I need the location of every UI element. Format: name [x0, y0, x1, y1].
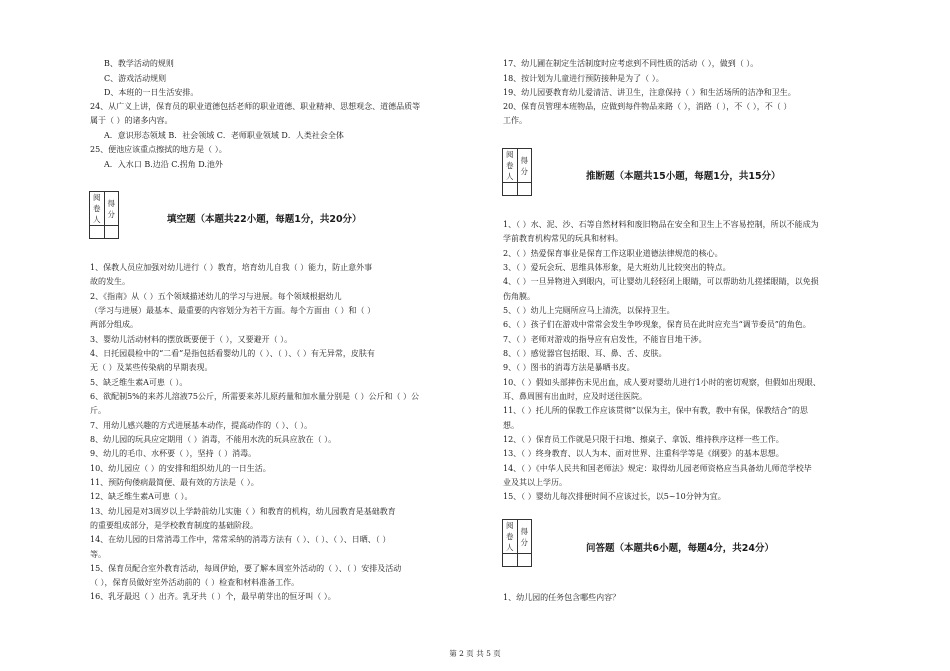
text-line: 18、按计划为儿童进行预防接种是为了（ ）。 — [503, 74, 664, 83]
text-line: 15、保育员配合室外教育活动，每周伊始，要了解本周室外活动的（ ）、（ ）安排及活动 — [90, 564, 402, 573]
score-box — [89, 191, 119, 239]
text-line: 属于（ ）的诸多内容。 — [90, 116, 173, 125]
text-line: 等。 — [90, 550, 106, 559]
grader-label: 阅卷人 — [90, 192, 105, 226]
text-line: 1、幼儿园的任务包含哪些内容？ — [503, 593, 621, 602]
score-label: 得分 — [104, 192, 119, 226]
text-line: 5、缺乏维生素A可患（ ）。 — [90, 378, 188, 387]
grader-label: 阅卷人 — [503, 520, 518, 554]
text-line: 14、（ ）《中华人民共和国老师法》规定：取得幼儿园老师资格应当具备幼儿师范学校毕 — [503, 464, 812, 473]
text-line: 2、（ ）热爱保育事业是保育工作这职业道德法律规范的核心。 — [503, 249, 723, 258]
text-line: 13、幼儿园是对3周岁以上学龄前幼儿实施（ ）和教育的机构，幼儿园教育是基础教育 — [90, 507, 396, 516]
text-line: 7、用幼儿感兴趣的方式进展基本动作，提高动作的（ ）、（ ）。 — [90, 421, 313, 430]
score-label: 得分 — [517, 520, 532, 554]
text-line: 10、幼儿园应（ ）的安排和组织幼儿的一日生活。 — [90, 464, 271, 473]
grader-cell — [503, 183, 518, 196]
text-line: 的重要组成部分，是学校教育制度的基础阶段。 — [90, 521, 258, 530]
text-line: 13、（ ）终身教育、以人为本、面对世界、注重科学等是《纲要》的基本思想。 — [503, 449, 784, 458]
score-cell — [104, 226, 119, 239]
text-line: 1、保教人员应加强对幼儿进行（ ）教育，培育幼儿自我（ ）能力，防止意外事 — [90, 263, 373, 272]
text-line: 两部分组成。 — [90, 320, 138, 329]
text-line: （学习与进展）最基本、最重要的内容划分为若干方面。每个方面由（ ）和（ ） — [90, 306, 376, 315]
text-line: 19、幼儿园要教育幼儿爱清洁、讲卫生，注意保持（ ）和生活场所的洁净和卫生。 — [503, 88, 796, 97]
section-title-fill-in: 填空题（本题共22小题，每题1分，共20分） — [167, 214, 362, 225]
score-cell — [517, 183, 532, 196]
text-line: （ ），保育员做好室外活动前的（ ）检查和材料准备工作。 — [90, 578, 300, 587]
text-line: D、本班的一日生活安排。 — [104, 88, 199, 97]
text-line: 耳、鼻周围有出血时，应及时送往医院。 — [503, 392, 647, 401]
text-line: 6、（ ）孩子们在游戏中常常会发生争吵现象，保育员在此时应充当“调节委员”的角色。 — [503, 320, 811, 329]
text-line: 12、（ ）保育员工作就是只限于扫地、擦桌子、拿饭、维持秩序这样一些工作。 — [503, 435, 784, 444]
text-line: 6、欲配制5%的来苏儿溶液75公斤，所需要来苏儿原药量和加水量分别是（ ）公斤和（ ）公 — [90, 392, 420, 401]
text-line: 无（ ）及某些传染病的早期表现。 — [90, 363, 213, 372]
text-line: 故的发生。 — [90, 277, 130, 286]
score-label: 得分 — [517, 149, 532, 183]
text-line: 7、（ ）老师对游戏的指导应有启发性，不能盲目地干涉。 — [503, 335, 707, 344]
score-box — [502, 519, 532, 567]
text-line: 11、（ ）托儿所的保教工作应该贯彻“以保为主，保中有教，教中有保，保教结合”的思 — [503, 406, 808, 415]
text-line: 9、幼儿的毛巾、水杯要（ ），坚持（ ）消毒。 — [90, 449, 257, 458]
text-line: 24、从广义上讲，保育员的职业道德包括老师的职业道德、职业精神、思想观念、道德品质等 — [90, 102, 421, 111]
text-line: 12、缺乏维生素A可患（ ）。 — [90, 492, 193, 501]
text-line: 9、（ ）图书的消毒方法是暴晒书皮。 — [503, 363, 635, 372]
page-footer: 第 2 页 共 5 页 — [449, 649, 501, 658]
score-cell — [517, 554, 532, 567]
text-line: 17、幼儿圃在制定生活制度时应考虑到不同性质的活动（ ），做到（ ）。 — [503, 59, 759, 68]
text-line: 学前教育机构常见的玩具和材料。 — [503, 234, 623, 243]
text-line: 2、《指南》从（ ）五个领域描述幼儿的学习与进展。每个领域根据幼儿 — [90, 292, 342, 301]
text-line: 5、（ ）幼儿上完厕所应马上清洗，以保持卫生。 — [503, 306, 675, 315]
text-line: 11、预防佝偻病最简便、最有效的方法是（ ）。 — [90, 478, 259, 487]
text-line: 15、（ ）婴幼儿每次排便时间不应该过长，以5~10分钟为宜。 — [503, 492, 726, 501]
grader-label: 阅卷人 — [503, 149, 518, 183]
text-line: 3、婴幼儿活动材料的摆放既要便于（ ），又要避开（ ）。 — [90, 335, 293, 344]
text-line: 8、（ ）感觉器官包括眼、耳、鼻、舌、皮肤。 — [503, 349, 667, 358]
text-line: 8、幼儿园的玩具应定期用（ ）消毒，不能用水洗的玩具应放在（ ）。 — [90, 435, 337, 444]
text-line: 4、日托园晨检中的“二看”是指包括看婴幼儿的（ ）、（ ）、（ ）有无异常，皮肤有 — [90, 349, 375, 358]
text-line: A．入水口 B.边沿 C.拐角 D.池外 — [104, 160, 223, 169]
text-line: C、游戏活动规则 — [104, 74, 167, 83]
grader-cell — [503, 554, 518, 567]
text-line: 想。 — [503, 421, 519, 430]
score-box — [502, 148, 532, 196]
text-line: 14、在幼儿园的日常消毒工作中，常常采纳的消毒方法有（ ）、（ ）、（ ）、日晒、（ ） — [90, 535, 391, 544]
text-line: 25、便池应该重点擦拭的地方是（ ）。 — [90, 145, 227, 154]
text-line: 20、保育员管理本班物品，应做到每件物品来路（ ），消路（ ），不（ ），不（ ） — [503, 102, 792, 111]
text-line: 工作。 — [503, 116, 527, 125]
grader-cell — [90, 226, 105, 239]
text-line: 10、（ ）假如头部摔伤未见出血，成人要对婴幼儿进行1小时的密切观察，但假如出现眼、 — [503, 378, 821, 387]
section-title-qa: 问答题（本题共6小题，每题4分，共24分） — [586, 543, 774, 554]
text-line: 16、乳牙最迟（ ）出齐。乳牙共（ ）个，最早萌芽出的恒牙叫（ ）。 — [90, 592, 336, 601]
section-title-judge: 推断题（本题共15小题，每题1分，共15分） — [586, 171, 781, 182]
text-line: 1、（ ）水、泥、沙、石等自然材料和废旧物品在安全和卫生上不容易控制，所以不能成为 — [503, 220, 819, 229]
text-line: 4、（ ）一旦异物进入到眼内，可让婴幼儿轻轻闭上眼睛，可以帮助幼儿搓揉眼睛，以免损 — [503, 277, 819, 286]
text-line: 业及其以上学历。 — [503, 478, 567, 487]
text-line: 3、（ ）爱玩会玩、思维具体形象，是大班幼儿比较突出的特点。 — [503, 263, 731, 272]
text-line: A．意识形态领域 B．社会领域 C．老师职业领域 D．人类社会全体 — [104, 131, 344, 140]
text-line: 斤。 — [90, 406, 106, 415]
text-line: B、教学活动的规则 — [104, 59, 174, 68]
text-line: 伤角膜。 — [503, 292, 535, 301]
